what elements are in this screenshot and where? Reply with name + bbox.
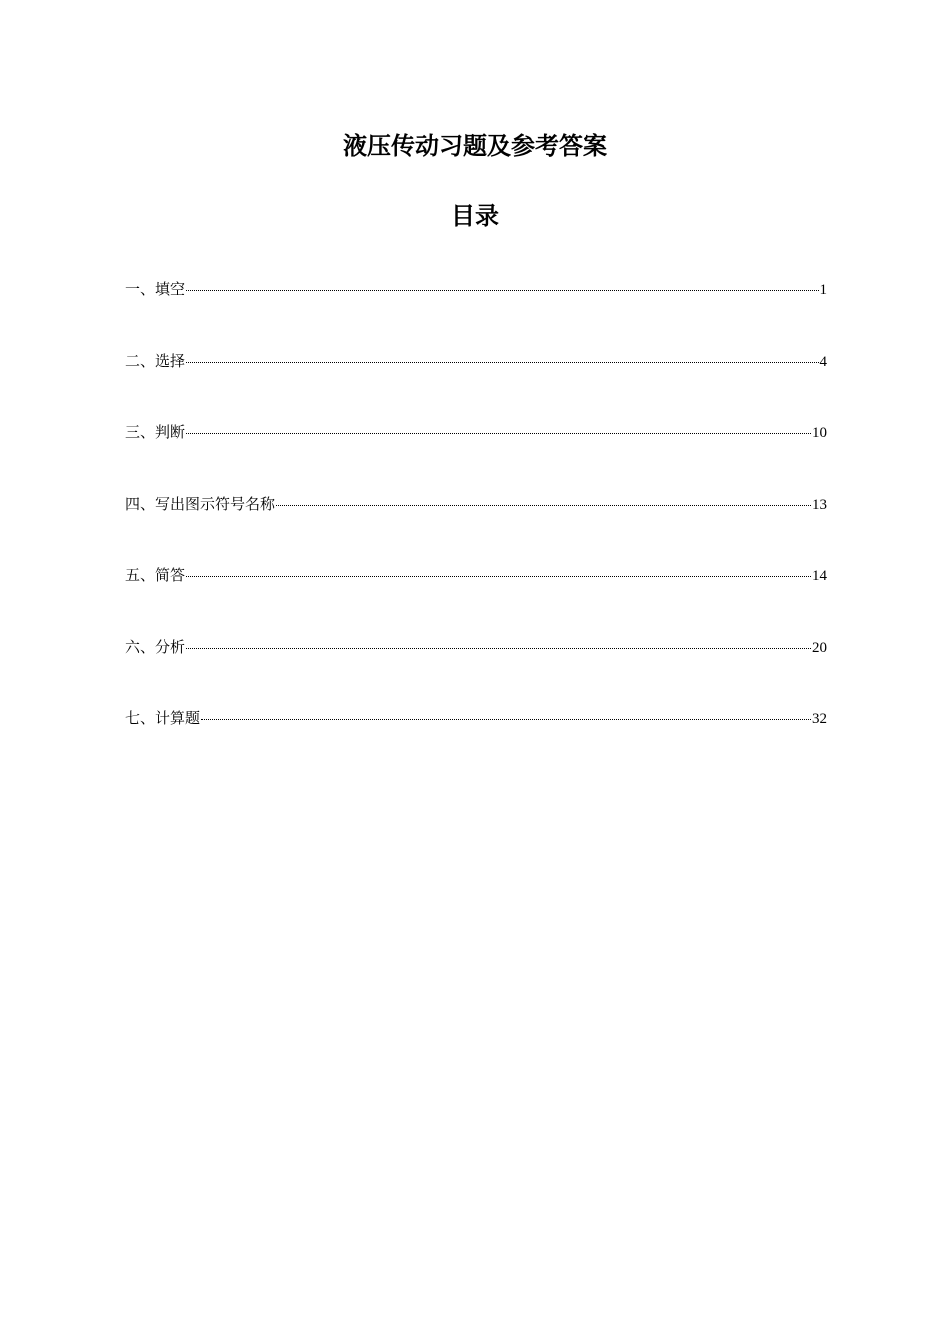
toc-dot-leader [186,290,818,291]
toc-entry-choice[interactable] [125,350,827,422]
toc-entry-label: 七、计算题 [125,709,201,727]
table-of-contents [125,278,827,779]
toc-page-number: 14 [812,568,827,584]
toc-entry-short-answer[interactable] [125,564,827,636]
toc-entry-label: 二、选择 [125,351,186,370]
toc-entry-symbol-names[interactable] [125,493,827,565]
toc-entry-label: 五、简答 [125,566,186,584]
toc-page-number: 4 [819,353,827,370]
toc-dot-leader [186,362,818,363]
toc-dot-leader [186,648,811,649]
toc-heading: 目录 [451,201,499,230]
toc-entry-label: 四、写出图示符号名称 [125,494,276,513]
toc-entry-analysis[interactable] [125,636,827,708]
toc-entry-true-false[interactable] [125,421,827,493]
document-title: 液压传动习题及参考答案 [343,131,607,160]
toc-dot-leader [186,576,811,577]
toc-page-number: 10 [812,425,827,441]
toc-page-number: 13 [812,496,827,513]
toc-page-number: 20 [812,639,827,656]
toc-dot-leader [201,719,811,720]
toc-dot-leader [276,505,811,506]
toc-dot-leader [186,433,811,434]
toc-entry-label: 三、判断 [125,423,186,441]
toc-entry-fill-in[interactable] [125,278,827,350]
toc-page-number: 1 [819,282,827,298]
toc-entry-calculation[interactable] [125,707,827,779]
toc-page-number: 32 [812,711,827,727]
toc-entry-label: 六、分析 [125,637,186,656]
toc-entry-label: 一、填空 [125,280,186,298]
